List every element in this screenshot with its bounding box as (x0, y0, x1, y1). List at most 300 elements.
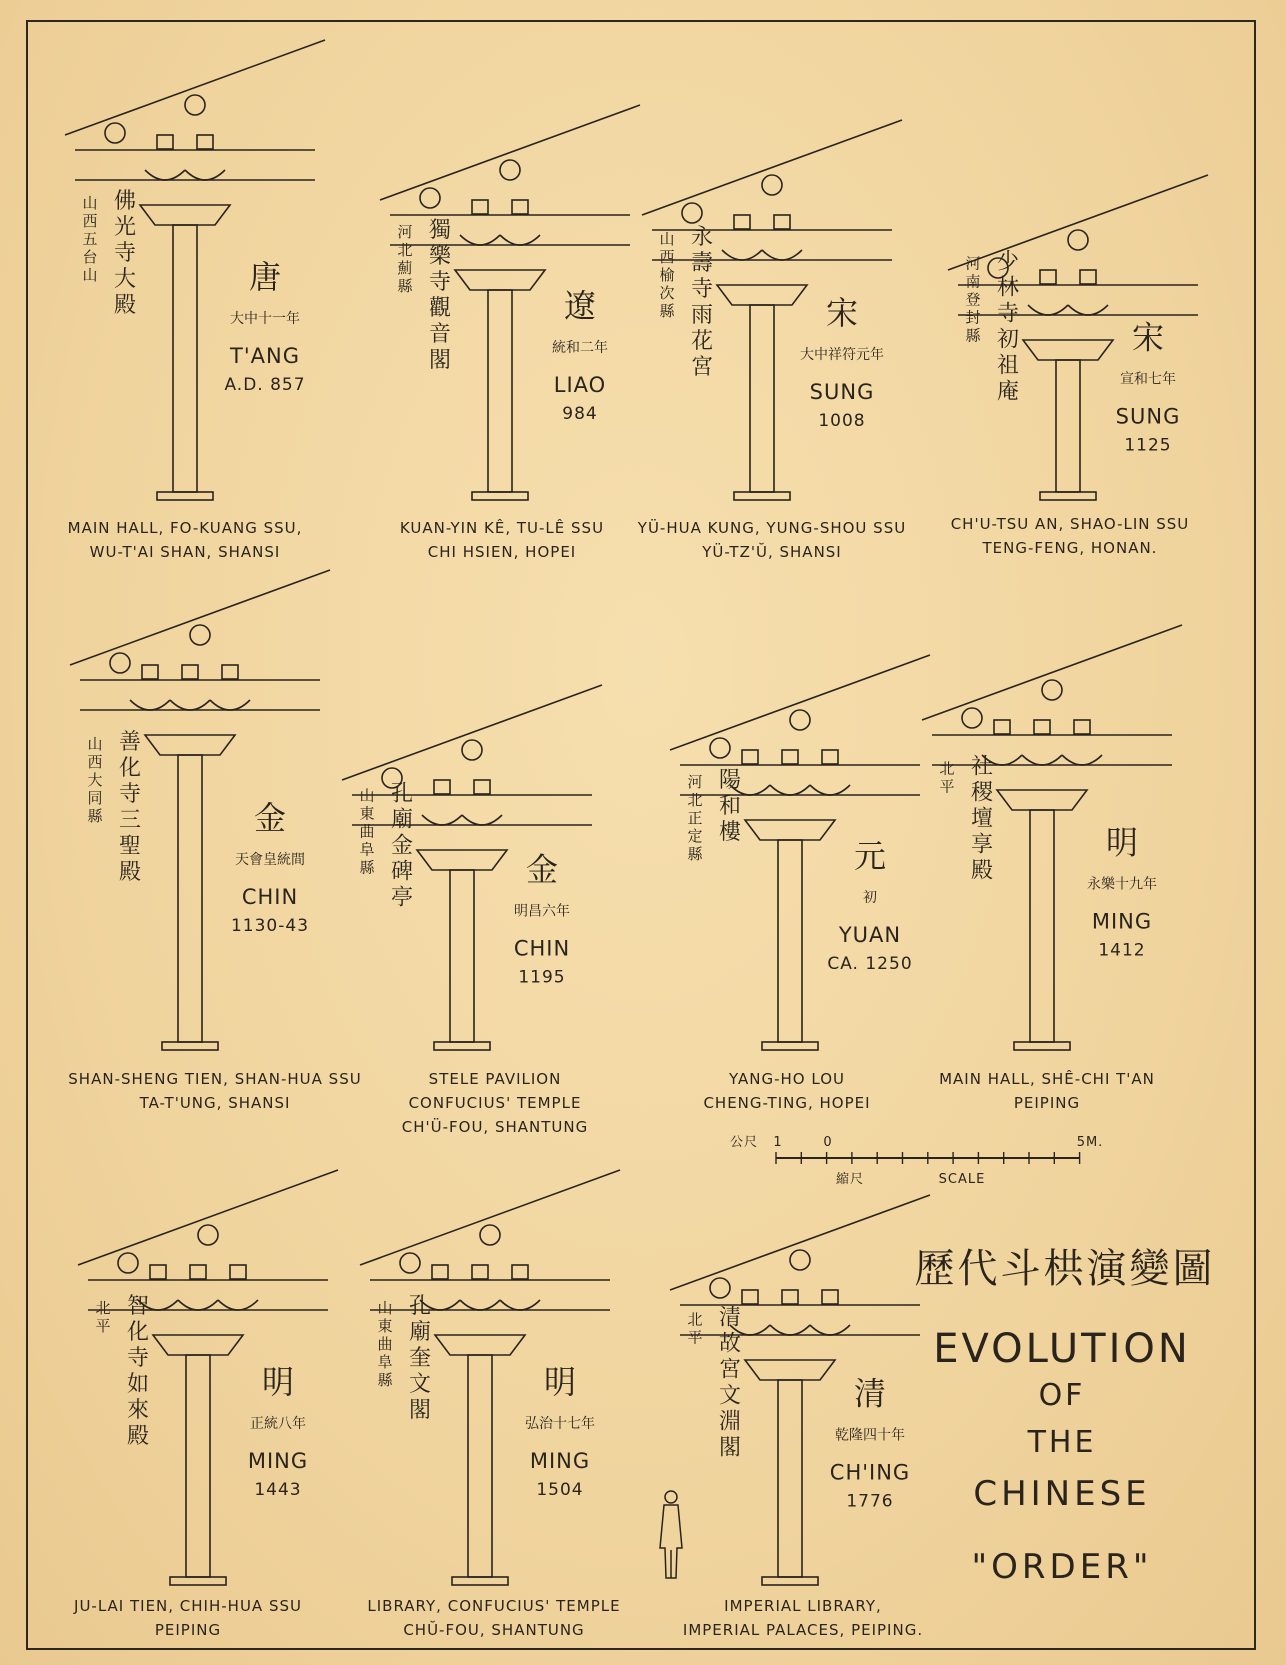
caption-line: STELE PAVILION (428, 1070, 562, 1088)
bracket-arm (810, 785, 850, 795)
bracket-arm (770, 1325, 810, 1335)
purlin-section (190, 625, 210, 645)
scale-tick-5m: 5M. (1076, 1135, 1104, 1150)
roof-slope-line (360, 1170, 620, 1265)
example-3 (637, 120, 906, 561)
roof-slope-line (922, 625, 1182, 720)
capital-block (997, 790, 1087, 810)
location-chinese-char: 登 (965, 290, 981, 309)
caption-line: CHENG-TING, HOPEI (703, 1094, 871, 1112)
dynasty-chinese: 金 (525, 850, 559, 889)
bracket-block (1080, 270, 1096, 284)
location-chinese-char: 縣 (377, 1371, 393, 1389)
reign-chinese: 大中十一年 (230, 310, 300, 327)
human-figure (660, 1491, 682, 1578)
example-9 (73, 1170, 338, 1639)
location-chinese-char: 山 (359, 786, 375, 805)
building-chinese-char: 壽 (690, 250, 714, 276)
purlin-section (1068, 230, 1088, 250)
location-chinese-char: 西 (659, 247, 675, 266)
bracket-block (1040, 270, 1056, 284)
reign-chinese: 天會皇統間 (235, 851, 305, 868)
bracket-block (150, 1265, 166, 1279)
bracket-arm (130, 700, 170, 710)
roof-slope-line (65, 40, 325, 135)
location-chinese-char: 東 (359, 804, 375, 823)
bracket-block (190, 1265, 206, 1279)
building-chinese-char: 光 (113, 214, 137, 240)
capital-block (717, 285, 807, 305)
title-chinese: 歷代斗栱演變圖 (914, 1246, 1216, 1292)
building-chinese-char: 亭 (390, 885, 414, 911)
dynasty-name: MING (1091, 909, 1153, 934)
reign-chinese: 大中祥符元年 (800, 346, 884, 363)
bracket-arm (460, 1300, 500, 1310)
bracket-block (734, 215, 750, 229)
column-base (162, 1042, 218, 1050)
building-chinese-char: 孔 (390, 781, 414, 807)
bracket-block (994, 720, 1010, 734)
bracket-arm (170, 700, 210, 710)
building-chinese-char: 寺 (118, 781, 142, 807)
dynasty-chinese: 遼 (563, 287, 597, 325)
purlin-section (185, 95, 205, 115)
capital-block (455, 270, 545, 290)
bracket-block (1034, 720, 1050, 734)
bracket-block (742, 1290, 758, 1304)
capital-block (145, 735, 235, 755)
location-chinese-char: 縣 (397, 277, 413, 295)
building-chinese-char: 殿 (113, 292, 137, 318)
purlin-section (710, 1278, 730, 1298)
location-chinese-char: 縣 (87, 806, 103, 825)
purlin-section (480, 1225, 500, 1245)
building-chinese-char: 三 (118, 807, 142, 833)
column (1056, 360, 1080, 492)
location-chinese-char: 縣 (659, 301, 675, 320)
location-chinese-char: 北 (939, 759, 955, 778)
bracket-arm (500, 1300, 540, 1310)
scale-tick-1: 1 (773, 1135, 783, 1150)
purlin-section (962, 708, 982, 728)
location-chinese-char: 南 (965, 272, 981, 291)
example-7 (670, 655, 930, 1112)
caption-line: CHI HSIEN, HOPEI (427, 543, 577, 561)
caption-line: MAIN HALL, FO-KUANG SSU, (67, 519, 303, 537)
bracket-block (432, 1265, 448, 1279)
column-base (472, 492, 528, 500)
roof-slope-line (670, 655, 930, 750)
building-chinese-char: 化 (118, 755, 142, 781)
date: 1776 (846, 1491, 894, 1512)
building-chinese-char: 廟 (408, 1320, 432, 1345)
roof-slope-line (670, 1195, 930, 1290)
location-chinese-char: 河 (397, 223, 413, 241)
bracket-arm (762, 250, 802, 260)
bracket-block (472, 1265, 488, 1279)
building-chinese-char: 大 (113, 266, 137, 292)
column (778, 1380, 802, 1577)
bracket-arm (500, 235, 540, 245)
caption-line: SHAN-SHENG TIEN, SHAN-HUA SSU (68, 1070, 362, 1088)
location-chinese-char: 河 (965, 254, 981, 273)
roof-slope-line (380, 105, 640, 200)
dynasty-name: YUAN (838, 923, 902, 947)
building-chinese-char: 寺 (428, 270, 452, 295)
caption-line: IMPERIAL LIBRARY, (724, 1597, 882, 1615)
bracket-arm (210, 700, 250, 710)
dynasty-name: CHIN (241, 884, 299, 909)
bracket-block (230, 1265, 246, 1279)
reign-chinese: 弘治十七年 (525, 1416, 595, 1432)
building-chinese-char: 孔 (408, 1294, 432, 1319)
building-chinese-char: 稷 (970, 780, 994, 806)
bracket-arm (722, 250, 762, 260)
building-chinese-char: 寺 (996, 301, 1020, 327)
column (178, 755, 202, 1042)
examples-layer (65, 40, 1208, 1639)
location-chinese-char: 河 (687, 773, 703, 791)
dynasty-chinese: 宋 (1131, 318, 1165, 357)
building-chinese-char: 文 (718, 1383, 742, 1409)
purlin-section (710, 738, 730, 758)
bracket-block (472, 200, 488, 214)
building-chinese-char: 初 (996, 327, 1020, 353)
location-chinese-char: 次 (659, 283, 675, 302)
building-chinese-char: 來 (126, 1398, 150, 1423)
building-chinese-char: 永 (690, 224, 714, 250)
location-chinese-char: 封 (965, 308, 981, 327)
building-chinese-char: 少 (996, 249, 1020, 275)
date: 1504 (536, 1480, 584, 1500)
location-chinese-char: 縣 (965, 326, 981, 345)
bracket-arm (185, 170, 225, 180)
location-chinese-char: 正 (687, 809, 703, 827)
date: 984 (562, 404, 598, 424)
caption-line: MAIN HALL, SHÊ-CHI T'AN (939, 1070, 1155, 1088)
dynasty-name: SUNG (1115, 404, 1181, 429)
caption-line: CHŬ-FOU, SHANTUNG (403, 1621, 585, 1639)
caption-line: CH'Ü-FOU, SHANTUNG (401, 1118, 589, 1136)
building-chinese-char: 碑 (390, 859, 414, 885)
building-chinese-char: 殿 (126, 1424, 150, 1449)
caption-line: YÜ-TZ'Ŭ, SHANSI (702, 543, 842, 561)
roof-slope-line (342, 685, 602, 780)
bracket-block (822, 1290, 838, 1304)
dynasty-name: MING (247, 1449, 309, 1473)
column (778, 840, 802, 1042)
example-6 (342, 685, 602, 1136)
bracket-block (512, 1265, 528, 1279)
title-line-evolution: EVOLUTION (933, 1326, 1191, 1372)
caption-line: TENG-FENG, HONAN. (982, 539, 1158, 557)
dynasty-chinese: 清 (853, 1374, 887, 1413)
bracket-arm (178, 1300, 218, 1310)
column-base (762, 1042, 818, 1050)
bracket-block (512, 200, 528, 214)
location-chinese-char: 定 (687, 827, 703, 845)
bracket-block (222, 665, 238, 679)
column (173, 225, 197, 492)
building-chinese-char: 陽 (718, 768, 742, 793)
building-chinese-char: 和 (718, 794, 742, 819)
column-base (1014, 1042, 1070, 1050)
bracket-arm (218, 1300, 258, 1310)
building-chinese-char: 寺 (690, 276, 714, 302)
building-chinese-char: 宮 (718, 1357, 742, 1383)
dynasty-chinese: 元 (853, 837, 887, 875)
location-chinese-char: 縣 (687, 845, 703, 863)
caption-line: PEIPING (154, 1621, 222, 1639)
roof-slope-line (70, 570, 330, 665)
building-chinese-char: 花 (690, 328, 714, 354)
bracket-block (782, 1290, 798, 1304)
column-base (762, 1577, 818, 1585)
bracket-block (822, 750, 838, 764)
building-chinese-char: 享 (970, 832, 994, 858)
caption-line: CH'U-TSU AN, SHAO-LIN SSU (950, 515, 1190, 533)
location-chinese-char: 北 (687, 1310, 703, 1329)
date: 1130-43 (230, 915, 310, 936)
building-chinese-char: 音 (428, 322, 452, 347)
column-base (452, 1577, 508, 1585)
building-chinese-char: 寺 (113, 240, 137, 266)
bracket-block (474, 780, 490, 794)
bracket-arm (1028, 305, 1068, 315)
date: 1412 (1098, 940, 1146, 961)
purlin-section (420, 188, 440, 208)
dynasty-chinese: 唐 (248, 257, 282, 296)
caption-line: KUAN-YIN KÊ, TU-LÊ SSU (399, 519, 605, 537)
date: A.D. 857 (224, 374, 306, 395)
location-chinese-char: 山 (82, 265, 98, 284)
building-chinese-char: 廟 (390, 807, 414, 833)
bracket-block (142, 665, 158, 679)
scale-unit-label: 公尺 (729, 1135, 759, 1150)
capital-block (435, 1335, 525, 1355)
bracket-block (182, 665, 198, 679)
bracket-arm (462, 815, 502, 825)
location-chinese-char: 同 (87, 788, 103, 807)
building-chinese-char: 清 (718, 1305, 742, 1331)
example-5 (68, 570, 361, 1112)
building-chinese-char: 奎 (408, 1346, 432, 1371)
building-chinese-char: 林 (996, 275, 1020, 301)
caption-line: TA-T'UNG, SHANSI (139, 1094, 291, 1112)
purlin-section (790, 710, 810, 730)
location-chinese-char: 榆 (659, 265, 675, 284)
bracket-arm (422, 815, 462, 825)
location-chinese-char: 平 (687, 1328, 703, 1347)
capital-block (140, 205, 230, 225)
capital-block (417, 850, 507, 870)
dynasty-chinese: 宋 (825, 293, 859, 332)
bracket-arm (1062, 755, 1102, 765)
building-chinese-char: 閣 (428, 348, 452, 373)
column (186, 1355, 210, 1577)
caption-line: CONFUCIUS' TEMPLE (408, 1094, 582, 1112)
column (468, 1355, 492, 1577)
purlin-section (118, 1253, 138, 1273)
location-chinese-char: 山 (377, 1299, 393, 1317)
building-chinese-char: 故 (718, 1331, 742, 1357)
example-11 (670, 1195, 930, 1639)
bracket-arm (1022, 755, 1062, 765)
capital-block (745, 820, 835, 840)
reign-chinese: 正統八年 (250, 1416, 306, 1432)
roof-slope-line (948, 175, 1208, 270)
reign-chinese: 統和二年 (552, 340, 608, 356)
example-10 (360, 1170, 621, 1639)
building-chinese-char: 寺 (126, 1346, 150, 1371)
building-chinese-char: 觀 (428, 296, 452, 321)
purlin-section (762, 175, 782, 195)
building-chinese-char: 社 (970, 754, 994, 780)
purlin-section (682, 203, 702, 223)
building-chinese-char: 壇 (970, 806, 994, 832)
bracket-block (782, 750, 798, 764)
building-chinese-char: 善 (118, 729, 142, 755)
location-chinese-char: 阜 (377, 1353, 393, 1371)
title-line-of: OF (1038, 1378, 1086, 1413)
building-chinese-char: 閣 (718, 1435, 742, 1461)
bracket-arm (1068, 305, 1108, 315)
purlin-section (1042, 680, 1062, 700)
building-chinese-char: 樓 (718, 820, 742, 845)
dynasty-name: MING (529, 1449, 591, 1473)
example-4 (948, 175, 1208, 557)
purlin-section (462, 740, 482, 760)
purlin-section (105, 123, 125, 143)
date: 1443 (254, 1480, 302, 1500)
location-chinese-char: 阜 (359, 840, 375, 859)
capital-block (153, 1335, 243, 1355)
caption-line: YANG-HO LOU (729, 1070, 845, 1088)
column-base (734, 492, 790, 500)
bracket-block (774, 215, 790, 229)
location-chinese-char: 曲 (377, 1335, 393, 1353)
title-line-chinese: CHINESE (973, 1474, 1151, 1514)
building-chinese-char: 庵 (996, 379, 1020, 405)
date: CA. 1250 (827, 954, 913, 974)
example-1 (65, 40, 325, 561)
reign-chinese: 乾隆四十年 (835, 1427, 905, 1444)
building-chinese-char: 智 (126, 1294, 150, 1319)
column (488, 290, 512, 492)
title-block (915, 1246, 1216, 1587)
location-chinese-char: 台 (82, 247, 98, 266)
bracket-arm (770, 785, 810, 795)
building-chinese-char: 文 (408, 1372, 432, 1397)
dynasty-name: CHIN (513, 936, 571, 961)
scale-tick-0: 0 (823, 1135, 833, 1150)
location-chinese-char: 平 (939, 777, 955, 796)
location-chinese-char: 東 (377, 1317, 393, 1335)
column (750, 305, 774, 492)
column (1030, 810, 1054, 1042)
bracket-block (1074, 720, 1090, 734)
building-chinese-char: 聖 (118, 833, 142, 859)
title-line-the: THE (1027, 1425, 1097, 1460)
scale-label-chinese: 縮尺 (835, 1172, 865, 1187)
dynasty-name: CH'ING (829, 1460, 911, 1485)
building-chinese-char: 佛 (113, 188, 137, 214)
dynasty-chinese: 明 (543, 1363, 577, 1401)
roof-slope-line (78, 1170, 338, 1265)
purlin-section (500, 160, 520, 180)
reign-chinese: 初 (863, 890, 877, 906)
scale-bar (730, 1135, 1103, 1187)
purlin-section (198, 1225, 218, 1245)
column-base (157, 492, 213, 500)
column-base (434, 1042, 490, 1050)
dynasty-name: LIAO (553, 373, 607, 397)
building-chinese-char: 殿 (118, 859, 142, 885)
location-chinese-char: 平 (95, 1317, 111, 1335)
bracket-arm (460, 235, 500, 245)
building-chinese-char: 如 (126, 1372, 150, 1397)
bracket-block (157, 135, 173, 149)
caption-line: WU-T'AI SHAN, SHANSI (89, 543, 281, 561)
bracket-block (197, 135, 213, 149)
location-chinese-char: 大 (87, 770, 103, 789)
purlin-section (790, 1250, 810, 1270)
caption-line: JU-LAI TIEN, CHIH-HUA SSU (74, 1597, 302, 1615)
date: 1195 (518, 967, 566, 988)
dynasty-name: T'ANG (230, 343, 300, 368)
location-chinese-char: 北 (397, 241, 413, 259)
purlin-section (110, 653, 130, 673)
purlin-section (400, 1253, 420, 1273)
location-chinese-char: 曲 (359, 822, 375, 841)
bracket-block (434, 780, 450, 794)
location-chinese-char: 山 (659, 229, 675, 248)
building-chinese-char: 金 (390, 833, 414, 859)
location-chinese-char: 山 (87, 734, 103, 753)
location-chinese-char: 五 (82, 229, 98, 248)
reign-chinese: 永樂十九年 (1087, 876, 1157, 893)
building-chinese-char: 化 (126, 1320, 150, 1345)
date: 1008 (818, 410, 866, 431)
building-chinese-char: 淵 (718, 1409, 742, 1435)
location-chinese-char: 北 (95, 1299, 111, 1317)
location-chinese-char: 山 (82, 193, 98, 212)
building-chinese-char: 樂 (428, 244, 452, 269)
date: 1125 (1124, 435, 1172, 456)
reign-chinese: 明昌六年 (514, 903, 570, 920)
bracket-block (742, 750, 758, 764)
building-chinese-char: 閣 (408, 1398, 432, 1423)
building-chinese-char: 殿 (970, 858, 994, 884)
dynasty-chinese: 金 (253, 798, 287, 837)
building-chinese-char: 祖 (996, 353, 1020, 379)
column (450, 870, 474, 1042)
bracket-arm (145, 170, 185, 180)
capital-block (745, 1360, 835, 1380)
example-2 (380, 105, 640, 561)
reign-chinese: 宣和七年 (1120, 371, 1176, 388)
caption-line: YÜ-HUA KUNG, YUNG-SHOU SSU (637, 519, 907, 537)
dynasty-chinese: 明 (1105, 823, 1139, 862)
dynasty-chinese: 明 (261, 1363, 295, 1401)
caption-line: LIBRARY, CONFUCIUS' TEMPLE (367, 1597, 621, 1615)
building-chinese-char: 雨 (690, 302, 714, 328)
building-chinese-char: 獨 (428, 218, 452, 243)
example-8 (922, 625, 1182, 1112)
location-chinese-char: 西 (82, 211, 98, 230)
title-line-order: "ORDER" (971, 1547, 1153, 1587)
scale-label-english: SCALE (938, 1172, 986, 1187)
